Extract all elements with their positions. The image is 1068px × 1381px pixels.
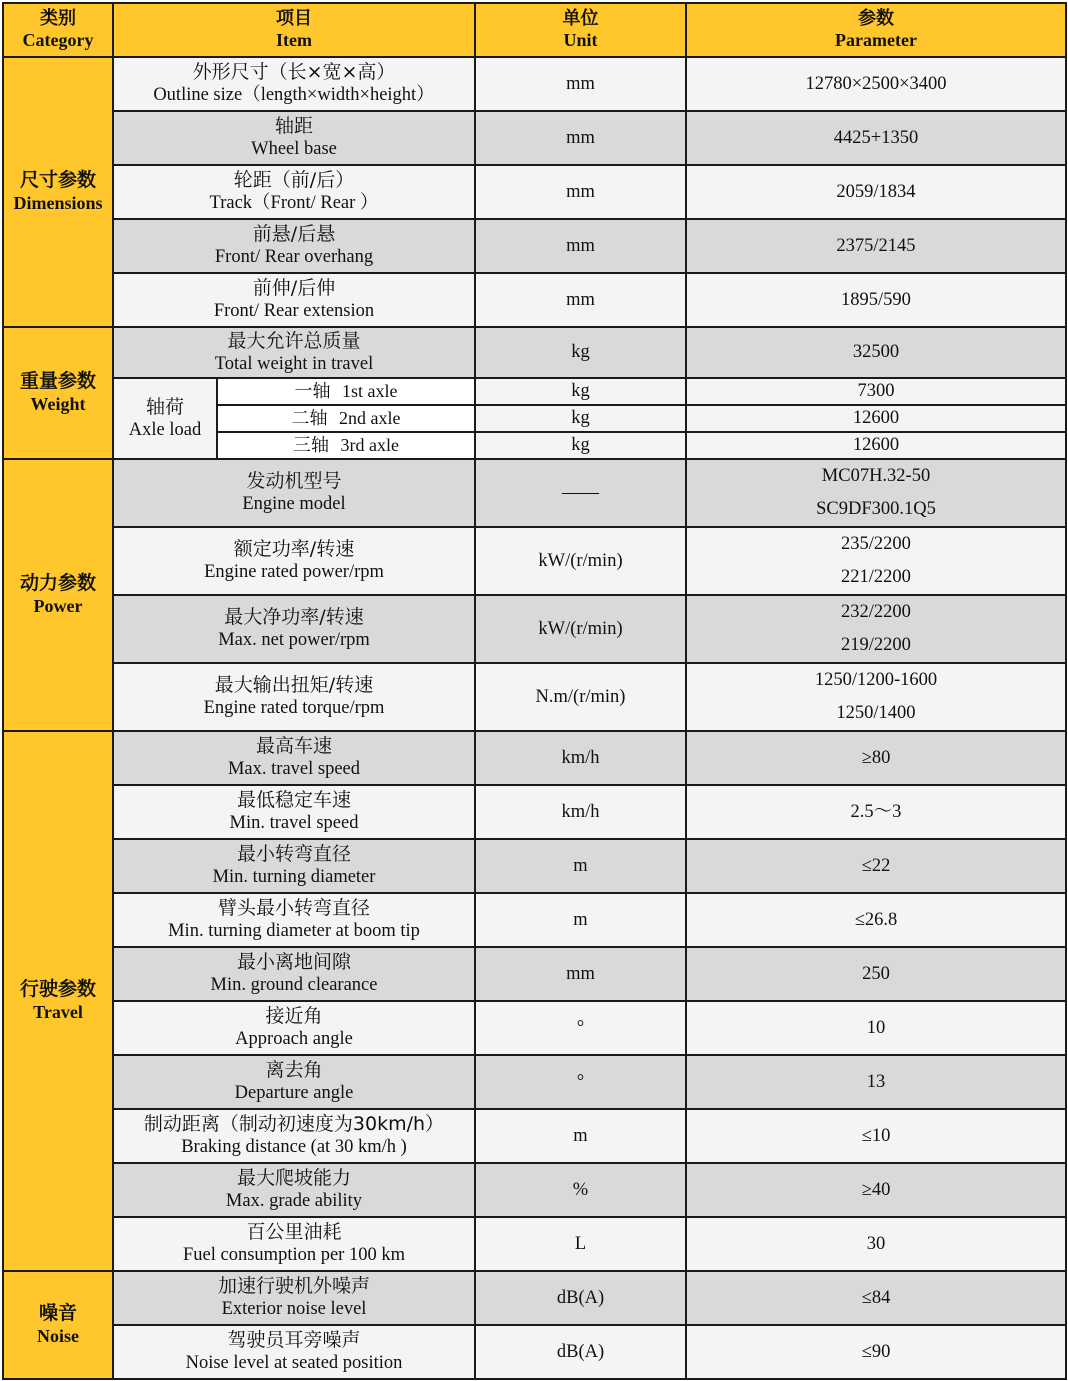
header-item-en: Item (276, 30, 312, 50)
item-label-en: Max. grade ability (225, 1191, 363, 1212)
item-label-zh: 轴荷 (145, 395, 184, 418)
item-label-zh: 发动机型号 (246, 470, 342, 493)
item-cell (113, 527, 475, 595)
table-row (3, 165, 1066, 219)
unit-cell: ° (475, 1055, 686, 1109)
item-cell (113, 1217, 475, 1271)
category-label-en: Weight (30, 393, 86, 414)
parameter-cell: 2.5～3 (686, 785, 1066, 839)
unit-cell: mm (475, 165, 686, 219)
spec-table (2, 2, 1067, 1380)
unit-cell: m (475, 1109, 686, 1163)
item-label-en: Engine rated power/rpm (204, 562, 384, 583)
table-row (3, 1055, 1066, 1109)
header-item (113, 3, 475, 57)
item-label-zh: 前伸/后伸 (252, 277, 336, 300)
unit-cell: L (475, 1217, 686, 1271)
item-cell (113, 1271, 475, 1325)
parameter-value: SC9DF300.1Q5 (816, 499, 936, 519)
item-label-en: Max. net power/rpm (218, 630, 370, 651)
axle-label-en: 1st axle (341, 380, 398, 401)
item-label-en: Max. travel speed (227, 759, 361, 780)
parameter-cell (686, 527, 1066, 595)
axle-label-zh: 三轴 (293, 434, 330, 456)
item-label-zh: 最小转弯直径 (236, 843, 351, 866)
parameter-cell: 7300 (686, 378, 1066, 405)
category-label-zh: 重量参数 (19, 370, 96, 393)
parameter-cell: 2375/2145 (686, 219, 1066, 273)
axle-item (217, 405, 475, 432)
header-category (3, 3, 113, 57)
unit-cell: ° (475, 1001, 686, 1055)
item-label-en: Approach angle (235, 1029, 353, 1050)
header-item-zh: 项目 (276, 8, 312, 30)
item-cell (113, 595, 475, 663)
unit-cell: m (475, 839, 686, 893)
item-cell (113, 663, 475, 731)
item-cell (113, 57, 475, 111)
item-label-zh: 最大净功率/转速 (224, 606, 364, 629)
unit-cell: kW/(r/min) (475, 527, 686, 595)
category-label-en: Power (33, 595, 83, 616)
item-label-zh: 轴距 (274, 115, 313, 138)
parameter-cell: ≥40 (686, 1163, 1066, 1217)
item-label-en: Front/ Rear overhang (214, 247, 374, 268)
axle-label-zh: 二轴 (291, 407, 328, 429)
parameter-cell: ≥80 (686, 731, 1066, 785)
item-label-en: Exterior noise level (221, 1299, 367, 1320)
item-cell (113, 111, 475, 165)
parameter-value: 1250/1400 (836, 703, 916, 723)
parameter-value: MC07H.32-50 (821, 466, 931, 486)
table-row (3, 327, 1066, 378)
item-label-en: Wheel base (251, 139, 337, 160)
unit-cell: mm (475, 273, 686, 327)
parameter-cell (686, 595, 1066, 663)
item-label-en: Noise level at seated position (185, 1353, 403, 1374)
parameter-value: 1250/1200-1600 (814, 670, 938, 690)
parameter-cell: ≤22 (686, 839, 1066, 893)
category-label-en: Travel (33, 1001, 83, 1022)
item-label-en: Front/ Rear extension (213, 301, 375, 322)
item-label-zh: 最低稳定车速 (236, 789, 351, 812)
item-cell (113, 1163, 475, 1217)
parameter-cell: ≤10 (686, 1109, 1066, 1163)
item-cell (113, 1055, 475, 1109)
table-row (3, 1271, 1066, 1325)
header-category-en: Category (22, 30, 94, 50)
parameter-cell: 13 (686, 1055, 1066, 1109)
table-row (3, 1217, 1066, 1271)
table-row (3, 1163, 1066, 1217)
item-label-zh: 最大允许总质量 (227, 329, 361, 352)
item-label-en: Engine model (242, 494, 346, 515)
item-cell (113, 731, 475, 785)
item-label-zh: 最高车速 (255, 735, 332, 758)
item-label-zh: 接近角 (265, 1005, 323, 1028)
table-row (3, 219, 1066, 273)
item-label-en: Min. travel speed (229, 813, 359, 834)
category-label-en: Noise (37, 1325, 79, 1346)
parameter-cell: 12780×2500×3400 (686, 57, 1066, 111)
item-label-zh: 百公里油耗 (246, 1221, 342, 1244)
item-cell (113, 947, 475, 1001)
unit-cell: kg (475, 378, 686, 405)
unit-cell: km/h (475, 731, 686, 785)
unit-cell: m (475, 893, 686, 947)
item-cell (113, 273, 475, 327)
axle-label-zh: 一轴 (294, 380, 331, 402)
unit-cell: kg (475, 405, 686, 432)
parameter-cell: 12600 (686, 405, 1066, 432)
parameter-cell: 30 (686, 1217, 1066, 1271)
item-label-zh: 最大爬坡能力 (236, 1167, 351, 1190)
item-label-zh: 前悬/后悬 (252, 223, 336, 246)
category-weight (3, 327, 113, 459)
table-row (3, 839, 1066, 893)
parameter-cell: 12600 (686, 432, 1066, 459)
item-cell (113, 219, 475, 273)
parameter-cell: 1895/590 (686, 273, 1066, 327)
header-parameter (686, 3, 1066, 57)
item-label-en: Total weight in travel (214, 353, 374, 374)
item-label-zh: 加速行驶机外噪声 (217, 1275, 370, 1298)
parameter-value: 219/2200 (841, 635, 911, 655)
item-label-zh: 臂头最小转弯直径 (217, 897, 370, 920)
item-label-en: Outline size（length×width×height） (153, 85, 435, 106)
table-row (3, 378, 1066, 405)
header-category-zh: 类别 (40, 8, 76, 30)
category-power (3, 459, 113, 731)
item-cell (113, 165, 475, 219)
table-row (3, 893, 1066, 947)
table-row (3, 527, 1066, 595)
parameter-cell: 4425+1350 (686, 111, 1066, 165)
axle-item (217, 378, 475, 405)
item-cell (113, 327, 475, 378)
item-label-en: Min. turning diameter (212, 867, 376, 888)
table-row (3, 731, 1066, 785)
category-noise (3, 1271, 113, 1379)
parameter-value: 235/2200 (841, 534, 911, 554)
category-label-zh: 动力参数 (19, 572, 96, 595)
header-row (3, 3, 1066, 57)
table-row (3, 947, 1066, 1001)
category-dimensions (3, 57, 113, 327)
item-label-zh: 驾驶员耳旁噪声 (227, 1329, 361, 1352)
item-cell (113, 785, 475, 839)
axle-load-cell (113, 378, 217, 459)
axle-item (217, 432, 475, 459)
unit-cell: mm (475, 947, 686, 1001)
item-label-en: Axle load (128, 419, 202, 440)
parameter-cell (686, 663, 1066, 731)
unit-cell: —— (475, 459, 686, 527)
item-cell (113, 893, 475, 947)
header-parameter-en: Parameter (835, 30, 917, 50)
unit-cell: kg (475, 432, 686, 459)
unit-cell: dB(A) (475, 1271, 686, 1325)
item-label-zh: 离去角 (265, 1059, 323, 1082)
item-label-zh: 最小离地间隙 (236, 951, 351, 974)
item-label-en: Braking distance (at 30 km/h ) (181, 1137, 407, 1158)
parameter-cell (686, 459, 1066, 527)
unit-cell: mm (475, 111, 686, 165)
unit-cell: dB(A) (475, 1325, 686, 1379)
table-row (3, 1109, 1066, 1163)
item-cell (113, 1325, 475, 1379)
category-travel (3, 731, 113, 1271)
parameter-cell: 2059/1834 (686, 165, 1066, 219)
table-row (3, 111, 1066, 165)
header-unit-zh: 单位 (562, 8, 599, 30)
table-row (3, 459, 1066, 527)
category-label-zh: 尺寸参数 (19, 169, 96, 192)
header-unit-en: Unit (563, 30, 598, 50)
parameter-cell: 10 (686, 1001, 1066, 1055)
unit-cell: % (475, 1163, 686, 1217)
item-label-en: Fuel consumption per 100 km (183, 1245, 405, 1266)
unit-cell: kW/(r/min) (475, 595, 686, 663)
unit-cell: mm (475, 219, 686, 273)
parameter-cell: ≤26.8 (686, 893, 1066, 947)
unit-cell: mm (475, 57, 686, 111)
table-row (3, 595, 1066, 663)
table-row (3, 273, 1066, 327)
axle-label-en: 2nd axle (338, 407, 401, 428)
item-label-zh: 制动距离（制动初速度为30km/h） (143, 1113, 445, 1136)
item-cell (113, 1001, 475, 1055)
item-label-en: Engine rated torque/rpm (203, 698, 385, 719)
item-label-zh: 最大输出扭矩/转速 (214, 674, 374, 697)
item-label-zh: 额定功率/转速 (233, 538, 355, 561)
unit-cell: N.m/(r/min) (475, 663, 686, 731)
item-label-zh: 外形尺寸（长×宽×高） (192, 61, 396, 84)
item-cell (113, 459, 475, 527)
table-row (3, 1001, 1066, 1055)
item-label-en: Min. ground clearance (210, 975, 378, 996)
item-label-en: Track（Front/ Rear ） (209, 193, 379, 214)
header-unit (475, 3, 686, 57)
parameter-cell: ≤84 (686, 1271, 1066, 1325)
category-label-zh: 行驶参数 (19, 978, 96, 1001)
item-cell (113, 1109, 475, 1163)
table-row (3, 1325, 1066, 1379)
item-label-en: Departure angle (234, 1083, 354, 1104)
item-cell (113, 839, 475, 893)
axle-label-en: 3rd axle (340, 434, 399, 455)
table-row (3, 57, 1066, 111)
category-label-zh: 噪音 (38, 1302, 77, 1325)
item-label-zh: 轮距（前/后） (233, 169, 355, 192)
header-parameter-zh: 参数 (858, 8, 894, 30)
parameter-cell: 250 (686, 947, 1066, 1001)
category-label-en: Dimensions (13, 192, 103, 213)
parameter-value: 221/2200 (841, 567, 911, 587)
parameter-value: 232/2200 (841, 602, 911, 622)
unit-cell: kg (475, 327, 686, 378)
item-label-en: Min. turning diameter at boom tip (168, 921, 420, 942)
unit-cell: km/h (475, 785, 686, 839)
table-row (3, 663, 1066, 731)
parameter-cell: 32500 (686, 327, 1066, 378)
table-row (3, 785, 1066, 839)
parameter-cell: ≤90 (686, 1325, 1066, 1379)
